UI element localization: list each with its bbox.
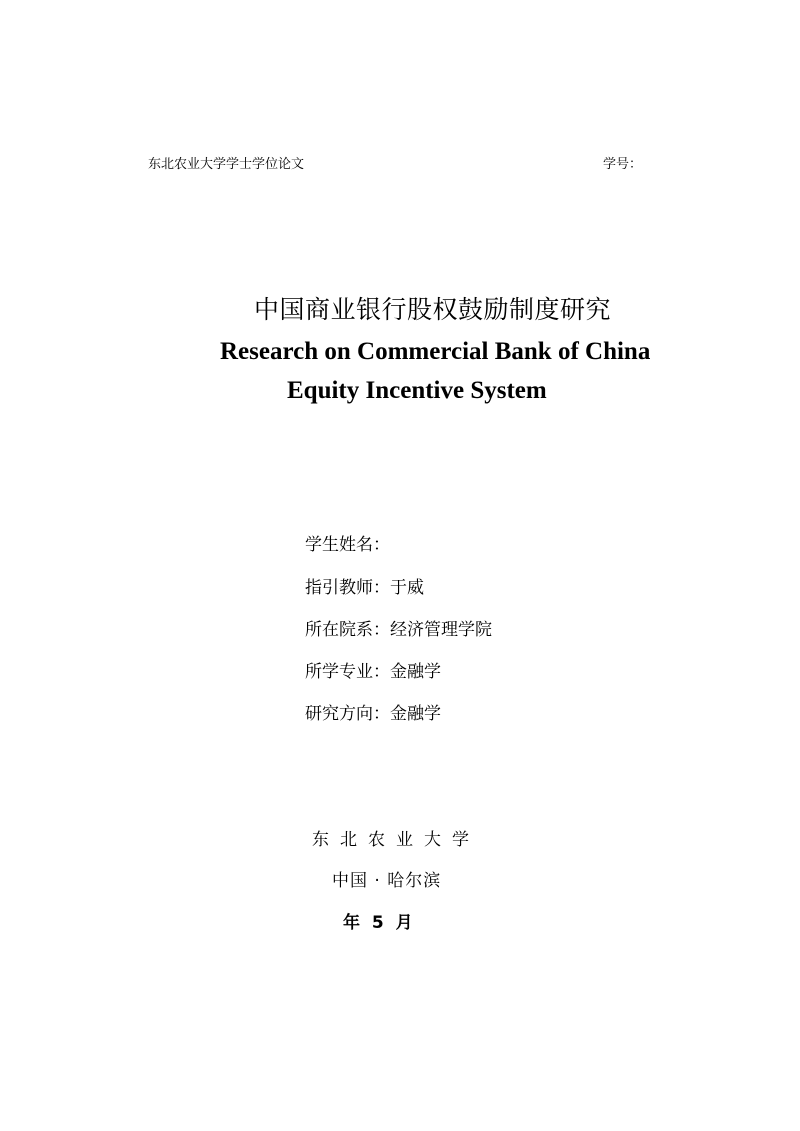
- header-student-id-label: 学号：: [603, 157, 643, 172]
- info-label: 学生姓名：: [305, 535, 390, 555]
- info-value: 金融学: [390, 662, 441, 682]
- header-thesis-type: 东北农业大学学士学位论文: [148, 157, 305, 172]
- footer-university: 东北农业大学: [312, 830, 480, 850]
- info-label: 指引教师：: [305, 578, 390, 598]
- info-department: [305, 615, 492, 640]
- thesis-title-english-line2: Equity Incentive System: [287, 377, 547, 404]
- footer-city: 中国 · 哈尔滨: [332, 871, 442, 891]
- info-value: 金融学: [390, 704, 441, 724]
- info-advisor: [305, 573, 424, 598]
- info-label: 所学专业：: [305, 662, 390, 682]
- thesis-title-english-line1: Research on Commercial Bank of China: [220, 338, 651, 365]
- info-research-direction: [305, 699, 441, 724]
- info-student-name: [305, 530, 390, 555]
- info-major: [305, 657, 441, 682]
- info-label: 所在院系：: [305, 620, 390, 640]
- info-label: 研究方向：: [305, 704, 390, 724]
- info-value: 经济管理学院: [390, 620, 492, 640]
- footer-date: 年 5 月: [343, 913, 413, 933]
- info-value: 于威: [390, 578, 424, 598]
- thesis-title-chinese: 中国商业银行股权鼓励制度研究: [254, 295, 612, 324]
